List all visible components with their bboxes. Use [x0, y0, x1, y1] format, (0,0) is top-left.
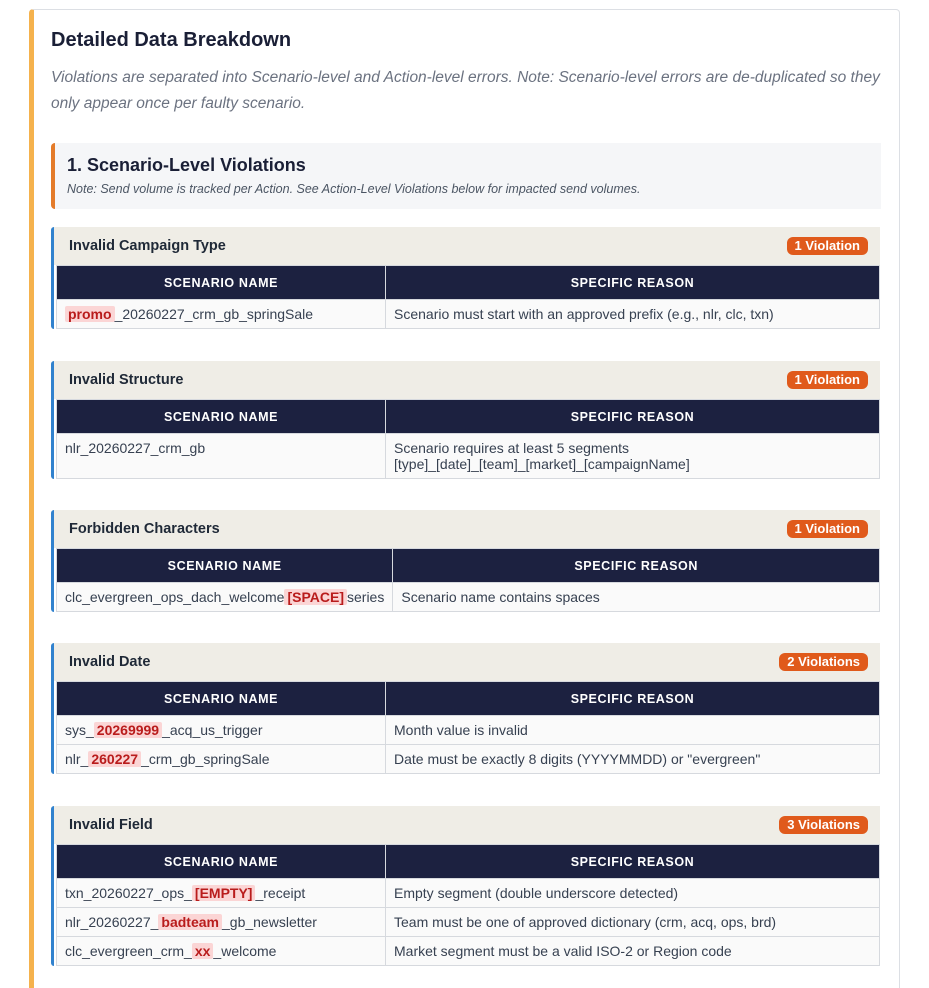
violations-table	[56, 399, 880, 479]
violation-count-badge: 2 Violations	[779, 653, 868, 671]
scenario-name-cell	[57, 434, 386, 479]
group-invalid-date	[51, 643, 880, 774]
group-header	[54, 227, 880, 265]
column-header-scenario: SCENARIO NAME	[57, 845, 386, 879]
scenario-name-post: _acq_us_trigger	[162, 722, 263, 738]
reason-text: Scenario name contains spaces	[401, 589, 600, 605]
scenario-name-post: _welcome	[213, 943, 277, 959]
group-header	[54, 510, 880, 548]
highlighted-segment: 20269999	[94, 722, 162, 738]
group-forbidden-characters	[51, 510, 880, 612]
scenario-name-post: _crm_gb_springSale	[141, 751, 270, 767]
scenario-name-post: _20260227_crm_gb_springSale	[114, 306, 314, 322]
section-title: 1. Scenario-Level Violations	[67, 155, 306, 175]
column-header-reason: SPECIFIC REASON	[386, 400, 880, 434]
page-title: Detailed Data Breakdown	[51, 29, 292, 51]
table-row	[57, 879, 880, 908]
group-invalid-structure	[51, 361, 880, 479]
scenario-name-pre: sys_	[65, 722, 94, 738]
column-header-scenario: SCENARIO NAME	[57, 682, 386, 716]
specific-reason-cell	[386, 937, 880, 966]
specific-reason-cell	[386, 716, 880, 745]
page-description: Violations are separated into Scenario-level and Action-level errors. Note: Scenario-level errors are de-duplicated so they only appear once per faulty scenario.	[51, 69, 880, 112]
table-row	[57, 908, 880, 937]
scenario-name-pre: clc_evergreen_crm_	[65, 943, 192, 959]
group-header	[54, 361, 880, 399]
table-row	[57, 300, 880, 329]
scenario-name-cell	[57, 300, 386, 329]
scenario-name-pre: txn_20260227_ops_	[65, 885, 192, 901]
column-header-reason: SPECIFIC REASON	[386, 266, 880, 300]
scenario-name-post: series	[347, 589, 385, 605]
table-header-row	[57, 682, 880, 716]
detailed-breakdown-card	[29, 9, 900, 988]
table-header-row	[57, 549, 880, 583]
specific-reason-cell	[386, 300, 880, 329]
scenario-name-post: _receipt	[255, 885, 306, 901]
group-header	[54, 643, 880, 681]
group-invalid-campaign-type	[51, 227, 880, 329]
column-header-reason: SPECIFIC REASON	[393, 549, 880, 583]
column-header-scenario: SCENARIO NAME	[57, 266, 386, 300]
violation-count-badge: 1 Violation	[787, 371, 869, 389]
scenario-name-pre: nlr_	[65, 751, 89, 767]
reason-text: Scenario must start with an approved prefix (e.g., nlr, clc, txn)	[394, 306, 774, 322]
specific-reason-cell	[386, 908, 880, 937]
highlighted-segment: 260227	[88, 751, 141, 767]
reason-text: Team must be one of approved dictionary (crm, acq, ops, brd)	[394, 914, 777, 930]
specific-reason-cell	[386, 434, 880, 479]
scenario-level-section-header	[51, 143, 881, 209]
specific-reason-cell	[386, 879, 880, 908]
scenario-name-cell	[57, 879, 386, 908]
reason-text: Empty segment (double underscore detected)	[394, 885, 679, 901]
violation-count-badge: 3 Violations	[779, 816, 868, 834]
reason-text: Month value is invalid	[394, 722, 528, 738]
reason-text: Market segment must be a valid ISO-2 or Region code	[394, 943, 732, 959]
table-row	[57, 583, 880, 612]
highlighted-segment: xx	[192, 943, 214, 959]
scenario-name-cell	[57, 908, 386, 937]
group-title: Invalid Structure	[69, 372, 184, 388]
scenario-name-cell	[57, 745, 386, 774]
highlighted-segment: badteam	[158, 914, 222, 930]
table-row	[57, 937, 880, 966]
reason-text: Scenario requires at least 5 segments	[394, 440, 630, 456]
scenario-name-post: _gb_newsletter	[222, 914, 317, 930]
highlighted-segment: [EMPTY]	[192, 885, 256, 901]
violation-count-badge: 1 Violation	[787, 237, 869, 255]
group-invalid-field	[51, 806, 880, 966]
violation-count-badge: 1 Violation	[787, 520, 869, 538]
group-header	[54, 806, 880, 844]
scenario-name-cell	[57, 583, 393, 612]
group-title: Invalid Campaign Type	[69, 238, 226, 254]
scenario-name-cell	[57, 716, 386, 745]
table-header-row	[57, 845, 880, 879]
column-header-scenario: SCENARIO NAME	[57, 549, 393, 583]
column-header-reason: SPECIFIC REASON	[386, 845, 880, 879]
scenario-name-pre: clc_evergreen_ops_dach_welcome	[65, 589, 285, 605]
table-row	[57, 716, 880, 745]
reason-text-line-2: [type]_[date]_[team]_[market]_[campaignName]	[394, 456, 690, 472]
scenario-name-pre: nlr_20260227_crm_gb	[65, 440, 206, 456]
section-note: Note: Send volume is tracked per Action. See Action-Level Violations below for impacted send volumes.	[67, 182, 641, 196]
table-row	[57, 745, 880, 774]
group-title: Forbidden Characters	[69, 521, 220, 537]
violations-table	[56, 548, 880, 612]
reason-text: Date must be exactly 8 digits (YYYYMMDD) or "evergreen"	[394, 751, 761, 767]
table-header-row	[57, 400, 880, 434]
specific-reason-cell	[386, 745, 880, 774]
specific-reason-cell	[393, 583, 880, 612]
highlighted-segment: promo	[65, 306, 115, 322]
group-title: Invalid Date	[69, 654, 151, 670]
violations-table	[56, 265, 880, 329]
table-row	[57, 434, 880, 479]
column-header-reason: SPECIFIC REASON	[386, 682, 880, 716]
violations-table	[56, 844, 880, 966]
violations-table	[56, 681, 880, 774]
highlighted-segment: [SPACE]	[284, 589, 347, 605]
scenario-name-cell	[57, 937, 386, 966]
group-title: Invalid Field	[69, 817, 153, 833]
table-header-row	[57, 266, 880, 300]
column-header-scenario: SCENARIO NAME	[57, 400, 386, 434]
scenario-name-pre: nlr_20260227_	[65, 914, 159, 930]
